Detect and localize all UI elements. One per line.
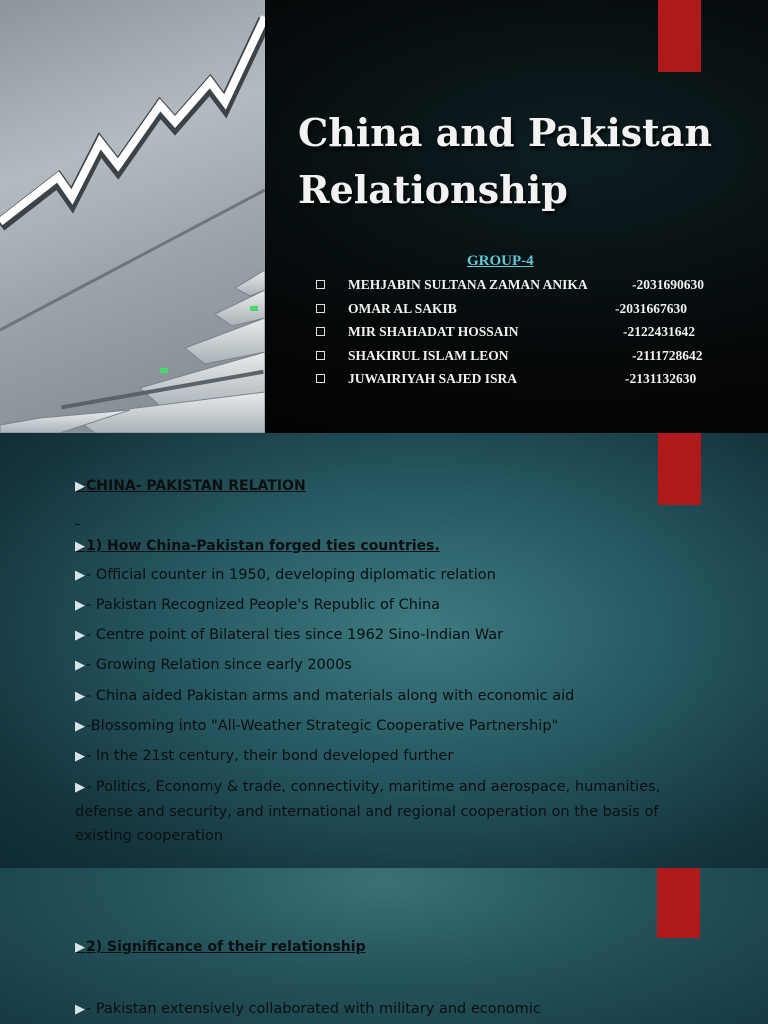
triangle-bullet-icon: ▶: [75, 749, 85, 764]
section-subheading: [75, 939, 366, 955]
bullet-point: [75, 1001, 541, 1017]
point-text: - China aided Pakistan arms and materials along with economic aid: [86, 688, 575, 704]
triangle-bullet-icon: ▶: [75, 628, 85, 643]
point-text: - Pakistan Recognized People's Republic of China: [86, 597, 441, 613]
bullet-point: [75, 567, 496, 583]
bullet-point: [75, 597, 440, 613]
member-name: OMAR AL SAKIB: [348, 300, 457, 316]
square-bullet-icon: [316, 327, 325, 336]
point-text: - Politics, Economy & trade, connectivity, maritime and aerospace, humanities, defense and security, and international and regional cooperation on the basis of existing cooperation: [75, 779, 661, 844]
group-label: GROUP-4: [467, 253, 534, 269]
relation-slide: [0, 433, 768, 868]
triangle-bullet-icon: ▶: [75, 940, 85, 955]
triangle-bullet-icon: ▶: [75, 568, 85, 583]
triangle-bullet-icon: ▶: [75, 658, 85, 673]
bullet-point: [75, 748, 453, 764]
significance-slide: [0, 868, 768, 1024]
presentation-title: China and Pakistan Relationship: [298, 110, 712, 212]
staircase-arrow-image: [0, 0, 265, 433]
empty-underlined-line: [75, 511, 81, 527]
title-slide: [0, 0, 768, 433]
triangle-bullet-icon: ▶: [75, 689, 85, 704]
point-text: - Centre point of Bilateral ties since 1962 Sino-Indian War: [86, 627, 504, 643]
point-text: -Blossoming into "All-Weather Strategic Cooperative Partnership": [86, 718, 559, 734]
square-bullet-icon: [316, 374, 325, 383]
red-accent-bar: [658, 0, 701, 72]
member-id: -2111728642: [632, 347, 703, 363]
bullet-point: [75, 775, 675, 848]
member-id: -2031667630: [615, 300, 687, 316]
point-text: - In the 21st century, their bond developed further: [86, 748, 454, 764]
triangle-bullet-icon: ▶: [75, 479, 85, 494]
point-text: - Pakistan extensively collaborated with military and economic: [86, 1001, 541, 1017]
triangle-bullet-icon: ▶: [75, 539, 85, 554]
member-id: -2031690630: [632, 277, 704, 292]
member-name: JUWAIRIYAH SAJED ISRA: [348, 371, 518, 386]
bullet-point: [75, 657, 352, 673]
square-bullet-icon: [316, 304, 325, 313]
triangle-bullet-icon: ▶: [75, 719, 85, 734]
member-id: -2122431642: [623, 324, 695, 339]
subheading-text: 1) How China-Pakistan forged ties countries.: [86, 538, 440, 554]
triangle-bullet-icon: ▶: [75, 1002, 85, 1017]
triangle-bullet-icon: ▶: [75, 780, 85, 795]
triangle-bullet-icon: ▶: [75, 598, 85, 613]
red-accent-bar: [657, 868, 700, 938]
member-name: MIR SHAHADAT HOSSAIN: [348, 324, 519, 339]
member-name: MEHJABIN SULTANA ZAMAN ANIKA: [348, 277, 588, 292]
square-bullet-icon: [316, 280, 325, 289]
square-bullet-icon: [316, 351, 325, 360]
point-text: - Official counter in 1950, developing diplomatic relation: [86, 567, 496, 583]
member-id: -2131132630: [625, 371, 697, 386]
member-name: SHAKIRUL ISLAM LEON: [348, 347, 509, 363]
bullet-point: [75, 688, 574, 704]
section-subheading: [75, 538, 440, 554]
red-accent-bar: [658, 433, 701, 505]
slide-heading: [75, 478, 306, 494]
point-text: - Growing Relation since early 2000s: [86, 657, 352, 673]
heading-text: CHINA- PAKISTAN RELATION: [86, 478, 306, 494]
bullet-point: [75, 718, 558, 734]
subheading-text: 2) Significance of their relationship: [86, 939, 366, 955]
bullet-point: [75, 627, 503, 643]
